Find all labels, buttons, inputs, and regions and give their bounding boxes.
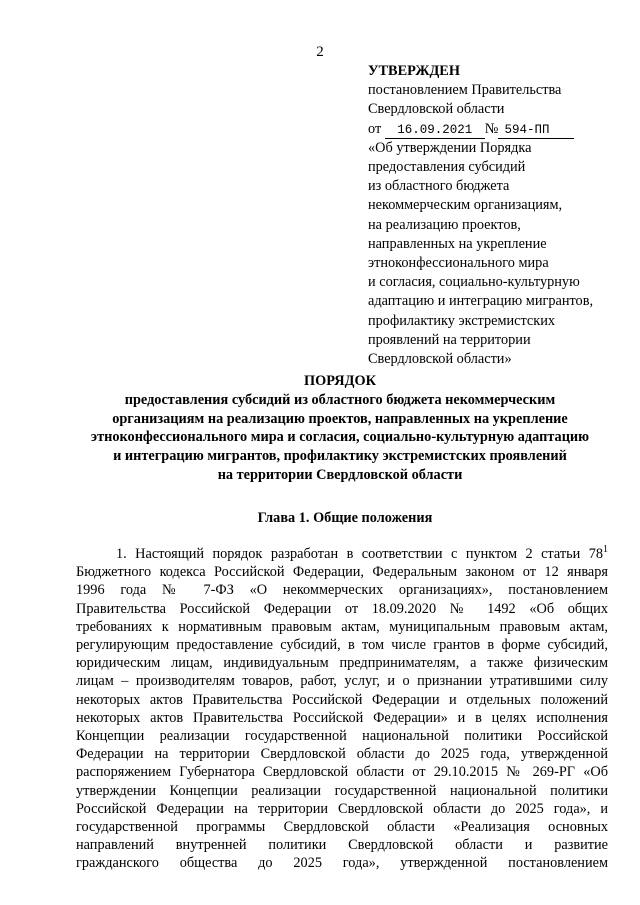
paragraph-line: юридическим лицам, индивидуальным предпринимателям, а также физическим [76, 655, 608, 672]
approval-number: 594-ПП [498, 122, 574, 139]
paragraph-line: Концепции реализации государственной национальной политики Российской [76, 728, 608, 745]
document-title-line: и интеграцию мигрантов, профилактику экстремистских проявлений [113, 448, 567, 465]
approval-title-line: предоставления субсидий [368, 159, 526, 176]
paragraph-line: направлений внутренней политики Свердловской области и развитие [76, 837, 608, 854]
paragraph-line: государственной программы Свердловской области «Реализация основных [76, 819, 608, 836]
number-sign: № [484, 120, 499, 137]
date-prefix: от [368, 120, 382, 137]
approval-title-line: и согласия, социально-культурную [368, 274, 580, 291]
approval-title-line: некоммерческим организациям, [368, 197, 563, 214]
paragraph-line: Российской Федерации на территории Свердловской области до 2025 года», и [76, 800, 608, 817]
chapter-title: Глава 1. Общие положения [257, 510, 433, 526]
article-superscript: 1 [603, 545, 608, 556]
approval-title-line: Свердловской области» [368, 351, 512, 368]
paragraph-line [76, 545, 608, 563]
approval-line: постановлением Правительства [368, 82, 562, 99]
document-title-line: на территории Свердловской области [217, 466, 463, 483]
document-title-line: предоставления субсидий из областного бюджета некоммерческим [124, 391, 556, 408]
paragraph-line: некоторых актов Правительства Российской Федерации» и в целях исполнения [76, 709, 608, 726]
approval-title-line: профилактику экстремистских [368, 312, 556, 329]
paragraph-line: 1996 года № 7-ФЗ «О некоммерческих организациях», постановлением [76, 582, 608, 599]
paragraph-1 [76, 545, 608, 873]
paragraph-line: Бюджетного кодекса Российской Федерации, Федеральным законом от 12 января [76, 564, 608, 581]
approval-title-line: адаптацию и интеграцию мигрантов, [368, 293, 594, 310]
approval-date: 16.09.2021 [385, 122, 485, 139]
paragraph-line: требованиях к нормативным правовым актам, муниципальным правовым актам, [76, 618, 608, 635]
paragraph-line: некоторых актов Правительства Российской Федерации и отдельных положений [76, 691, 608, 708]
approval-title-line: этноконфессионального мира [368, 255, 549, 272]
document-heading: ПОРЯДОК [304, 373, 376, 389]
approval-title-line: проявлений на территории [368, 331, 531, 348]
paragraph-line: лицам – производителям товаров, работ, услуг, и о признании утратившими силу [76, 673, 608, 690]
approval-line: Свердловской области [368, 101, 505, 118]
approval-title-line: направленных на укрепление [368, 235, 547, 252]
document-title-line: организациям на реализацию проектов, направленных на укрепление [112, 410, 568, 427]
approval-stamp: УТВЕРЖДЕН [368, 63, 460, 79]
paragraph-line: утверждении Концепции реализации государственной национальной политики [76, 782, 608, 799]
paragraph-line: гражданского общества до 2025 года», утвержденной постановлением [76, 855, 608, 872]
paragraph-line: регулирующим предоставление субсидий, в том числе грантов в форме субсидий, [76, 637, 608, 654]
document-title [70, 372, 610, 485]
approval-stamp-block [368, 62, 630, 369]
paragraph-first-line-text: 1. Настоящий порядок разработан в соответствии с пунктом 2 статьи 78 [116, 546, 603, 562]
approval-date-line [368, 120, 630, 139]
approval-title-line: на реализацию проектов, [368, 216, 521, 233]
paragraph-line: Федерации на территории Свердловской области до 2025 года, утвержденной [76, 746, 608, 763]
paragraph-line: Правительства Российской Федерации от 18.09.2020 № 1492 «Об общих [76, 600, 608, 617]
page-number: 2 [316, 44, 324, 60]
approval-title-line: «Об утверждении Порядка [368, 139, 532, 156]
paragraph-line: распоряжением Губернатора Свердловской области от 29.10.2015 № 269-РГ «Об [76, 764, 608, 781]
document-title-line: этноконфессионального мира и согласия, социально-культурную адаптацию [90, 429, 590, 446]
approval-title-line: из областного бюджета [368, 178, 510, 195]
